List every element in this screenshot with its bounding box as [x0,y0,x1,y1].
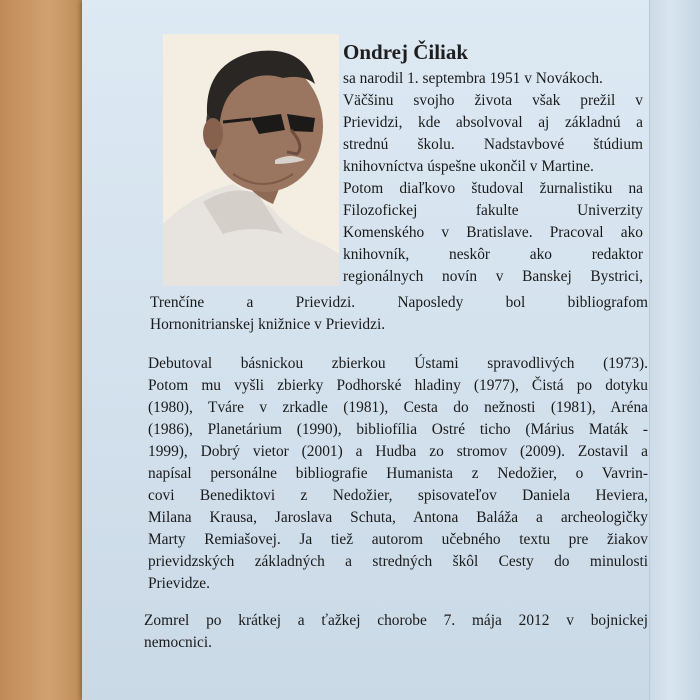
book-spine [649,0,700,700]
bio-line-2: Väčšinu svojho života však prežil v [343,92,643,109]
works-line-6: napísal personálne bibliografie Humanista z Nedožier, o Vavrin- [148,465,648,482]
author-name: Ondrej Čiliak [343,40,469,64]
bio-line-7: Filozofickej fakulte Univerzity [343,202,643,219]
author-portrait [163,34,339,286]
works-line-11: Prievidze. [148,575,210,592]
works-line-7: covi Benediktovi z Nedožier, spisovateľov Daniela Heviera, [148,487,648,504]
bio-line-10: regionálnych novín v Banskej Bystrici, [343,268,643,285]
works-line-1: Debutoval básnickou zbierkou Ústami spravodlivých (1973). [148,355,648,372]
works-line-2: Potom mu vyšli zbierky Podhorské hladiny (1977), Čistá po dotyku [148,377,648,394]
works-line-4: (1986), Planetárium (1990), bibliofília Ostré ticho (Márius Maták - [148,421,648,438]
table-surface [0,0,90,700]
bio-line-5: knihovníctva úspešne ukončil v Martine. [343,158,594,175]
bio-line-11: Trenčíne a Prievidzi. Naposledy bol bibliografom [150,294,648,311]
bio-line-6: Potom diaľkovo študoval žurnalistiku na [343,180,643,197]
bio-line-9: knihovník, neskôr ako redaktor [343,246,643,263]
bio-line-8: Komenského v Bratislave. Pracoval ako [343,224,643,241]
bio-line-4: strednú školu. Nadstavbové štúdium [343,136,643,153]
works-line-10: prievidzských základných a stredných škôl Cesty do minulosti [148,553,648,570]
author-photo-icon [163,34,339,286]
bio-line-1: sa narodil 1. septembra 1951 v Novákoch. [343,70,603,87]
death-line-2: nemocnici. [144,634,212,651]
death-line-1: Zomrel po krátkej a ťažkej chorobe 7. mája 2012 v bojnickej [144,612,648,629]
bio-line-12: Hornonitrianskej knižnice v Prievidzi. [150,316,386,333]
works-line-3: (1980), Tváre v zrkadle (1981), Cesta do nežnosti (1981), Aréna [148,399,648,416]
works-line-8: Milana Krausa, Jaroslava Schuta, Antona Baláža a archeologičky [148,509,648,526]
works-line-5: 1999), Dobrý vietor (2001) a Hudba zo stromov (2009). Zostavil a [148,443,648,460]
works-line-9: Marty Remiašovej. Ja tiež autorom učebného textu pre žiakov [148,531,648,548]
bio-line-3: Prievidzi, kde absolvoval aj základnú a [343,114,643,131]
